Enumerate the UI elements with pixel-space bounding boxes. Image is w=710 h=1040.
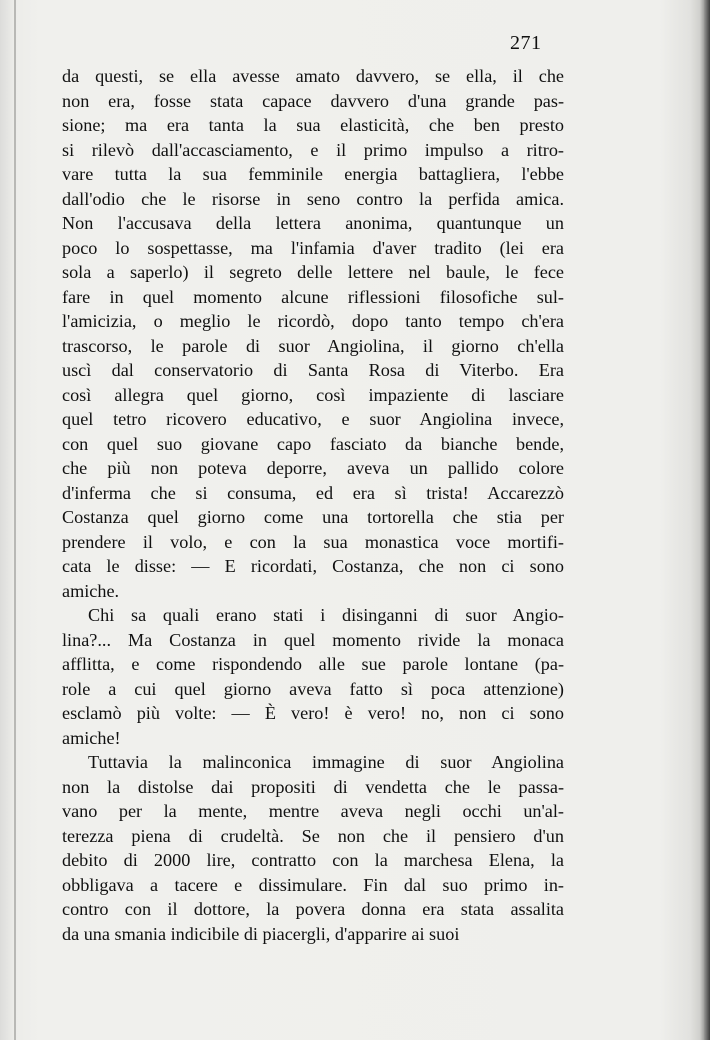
text-line: amiche! [62,727,121,748]
text-line: obbligava a tacere e dissimulare. Fin dal suo primo in- [62,874,564,895]
text-line: non era, fosse stata capace davvero d'una grande pas- [62,90,564,111]
text-line: Non l'accusava della lettera anonima, quantunque un [62,213,564,233]
text-line: amiche. [62,580,120,601]
text-body [62,64,564,946]
text-line: sola a saperlo) il segreto delle lettere nel baule, le fece [62,262,564,282]
text-line: Chi sa quali erano stati i disinganni di suor Angio- [88,605,564,625]
text-line: vare tutta la sua femminile energia battagliera, l'ebbe [62,164,564,184]
text-line: d'inferma che si consuma, ed era sì trista! Accarezzò [62,482,564,503]
text-line: da questi, se ella avesse amato davvero, se ella, il che [62,66,564,86]
text-line: Tuttavia la malinconica immagine di suor Angiolina [88,752,564,772]
text-line: lina?... Ma Costanza in quel momento rivide la monaca [62,629,564,650]
text-line: esclamò più volte: — È vero! è vero! no, non ci sono [62,703,564,723]
page-number: 271 [510,32,542,54]
text-line: vano per la mente, mentre aveva negli occhi un'al- [62,801,564,821]
text-line: poco lo sospettasse, ma l'infamia d'aver tradito (lei era [62,237,564,258]
text-line: che più non poteva deporre, aveva un pallido colore [62,458,564,478]
page-left-edge [14,0,16,1040]
text-line: così allegra quel giorno, così impaziente di lasciare [62,384,564,405]
text-line: sione; ma era tanta la sua elasticità, che ben presto [62,115,564,135]
text-line: cata le disse: — E ricordati, Costanza, che non ci sono [62,556,564,576]
text-line: afflitta, e come rispondendo alle sue parole lontane (pa- [62,654,564,674]
paragraph [62,64,564,603]
text-line: trascorso, le parole di suor Angiolina, il giorno ch'ella [62,335,564,356]
text-line: con quel suo giovane capo fasciato da bianche bende, [62,433,564,454]
text-line: terezza piena di crudeltà. Se non che il pensiero d'un [62,825,564,846]
text-line: fare in quel momento alcune riflessioni filosofiche sul- [62,286,564,307]
text-line: da una smania indicibile di piacergli, d'apparire ai suoi [62,923,460,944]
paragraph [62,750,564,946]
text-line: si rilevò dall'accasciamento, e il primo impulso a ritro- [62,139,564,160]
text-line: Costanza quel giorno come una tortorella che stia per [62,507,564,527]
paragraph [62,603,564,750]
text-line: prendere il volo, e con la sua monastica voce mortifi- [62,531,564,552]
page-right-edge [704,0,710,1040]
text-line: dall'odio che le risorse in seno contro la perfida amica. [62,188,564,209]
text-line: role a cui quel giorno aveva fatto sì poca attenzione) [62,678,564,699]
text-line: contro con il dottore, la povera donna era stata assalita [62,899,564,919]
text-line: l'amicizia, o meglio le ricordò, dopo tanto tempo ch'era [62,311,564,331]
text-line: debito di 2000 lire, contratto con la marchesa Elena, la [62,850,564,870]
text-line: non la distolse dai propositi di vendetta che le passa- [62,776,564,797]
text-line: uscì dal conservatorio di Santa Rosa di Viterbo. Era [62,360,564,380]
text-line: quel tetro ricovero educativo, e suor Angiolina invece, [62,409,564,429]
